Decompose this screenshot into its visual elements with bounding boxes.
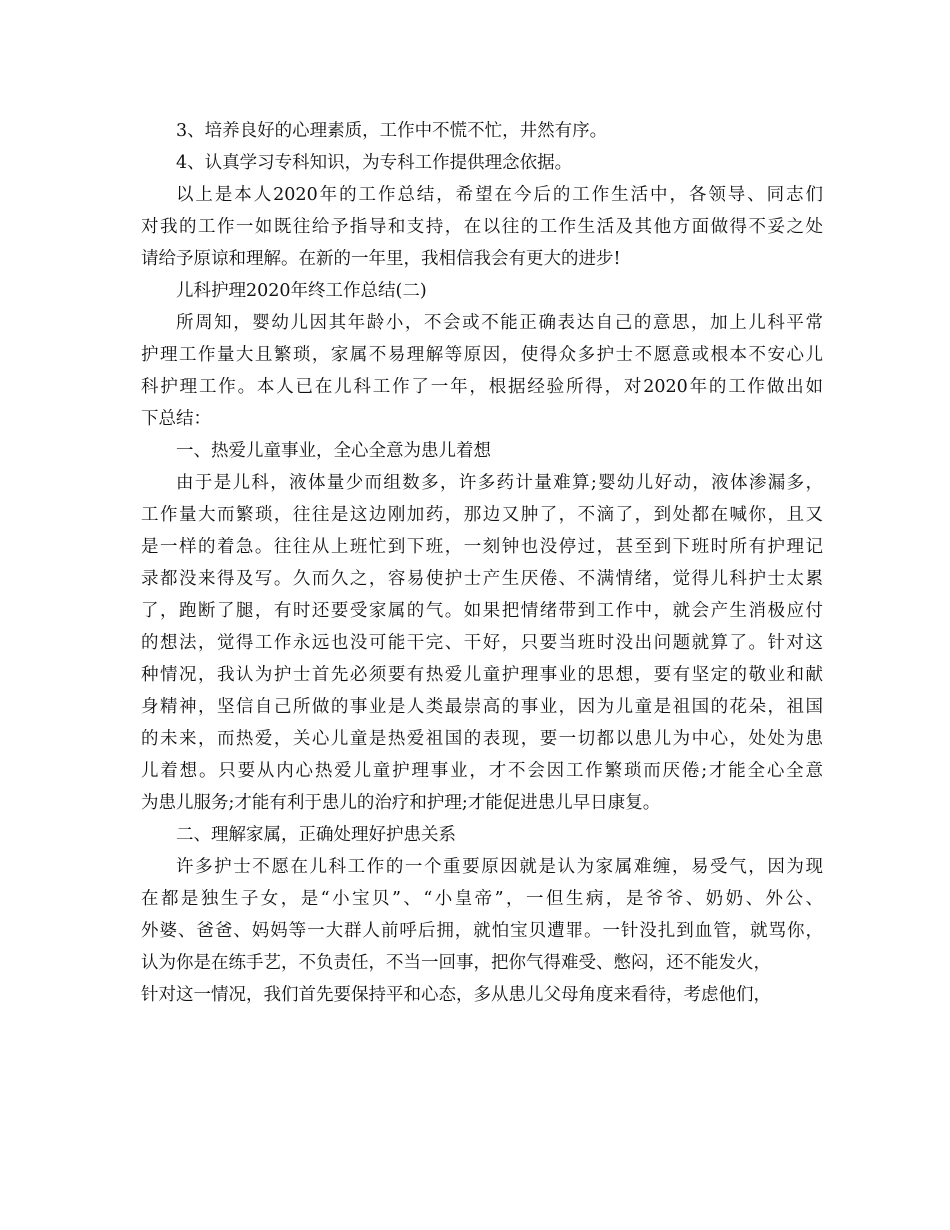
text-line: 许多护士不愿在儿科工作的一个重要原因就是认为家属难缠，易受气，因为现: [176, 857, 823, 877]
text-line: 4、认真学习专科知识，为专科工作提供理念依据。: [176, 153, 573, 173]
text-line: 以上是本人2020年的工作总结，希望在今后的工作生活中，各领导、同志们: [176, 185, 823, 205]
document-body: [141, 115, 823, 1011]
text-line: 由于是儿科，液体量少而组数多，许多药计量难算;婴幼儿好动，液体渗漏多，: [176, 473, 823, 493]
text-line: 的未来，而热爱，关心儿童是热爱祖国的表现，要一切都以患儿为中心，处处为患: [141, 729, 823, 749]
text-line: 一、热爱儿童事业，全心全意为患儿着想: [176, 441, 491, 461]
text-line: 儿科护理2020年终工作总结(二): [176, 281, 427, 301]
text-line: 外婆、爸爸、妈妈等一大群人前呼后拥，就怕宝贝遭罪。一针没扎到血管，就骂你，: [141, 921, 823, 941]
text-line: 所周知，婴幼儿因其年龄小，不会或不能正确表达自己的意思，加上儿科平常: [176, 313, 823, 333]
text-line: 录都没来得及写。久而久之，容易使护士产生厌倦、不满情绪，觉得儿科护士太累: [141, 569, 823, 589]
text-line: 儿着想。只要从内心热爱儿童护理事业，才不会因工作繁琐而厌倦;才能全心全意: [141, 761, 823, 781]
text-line: 请给予原谅和理解。在新的一年里，我相信我会有更大的进步!: [141, 249, 621, 269]
text-line: 的想法，觉得工作永远也没可能干完、干好，只要当班时没出问题就算了。针对这: [141, 633, 823, 653]
text-line: 在都是独生子女，是“小宝贝”、“小皇帝”，一但生病，是爷爷、奶奶、外公、: [141, 889, 823, 909]
text-line: 3、培养良好的心理素质，工作中不慌不忙，井然有序。: [176, 121, 608, 141]
text-line: 护理工作量大且繁琐，家属不易理解等原因，使得众多护士不愿意或根本不安心儿: [141, 345, 823, 365]
text-line: 科护理工作。本人已在儿科工作了一年，根据经验所得，对2020年的工作做出如: [141, 377, 823, 397]
text-line: 二、理解家属，正确处理好护患关系: [176, 825, 456, 845]
text-line: 了，跑断了腿，有时还要受家属的气。如果把情绪带到工作中，就会产生消极应付: [141, 601, 823, 621]
text-line: 种情况，我认为护士首先必须要有热爱儿童护理事业的思想，要有坚定的敬业和献: [141, 665, 823, 685]
text-line: 工作量大而繁琐，往往是这边刚加药，那边又肿了，不滴了，到处都在喊你，且又: [141, 505, 823, 525]
text-line: 身精神，坚信自己所做的事业是人类最崇高的事业，因为儿童是祖国的花朵，祖国: [141, 697, 823, 717]
text-line: 是一样的着急。往往从上班忙到下班，一刻钟也没停过，甚至到下班时所有护理记: [141, 537, 823, 557]
text-line: 为患儿服务;才能有利于患儿的治疗和护理;才能促进患儿早日康复。: [141, 793, 661, 813]
text-line: 下总结：: [141, 409, 211, 429]
text-line: 对我的工作一如既往给予指导和支持，在以往的工作生活及其他方面做得不妥之处: [141, 217, 823, 237]
text-line: 针对这一情况，我们首先要保持平和心态，多从患儿父母角度来看待，考虑他们，: [141, 985, 771, 1005]
text-line: 认为你是在练手艺，不负责任，不当一回事，把你气得难受、憋闷，还不能发火，: [141, 953, 771, 973]
